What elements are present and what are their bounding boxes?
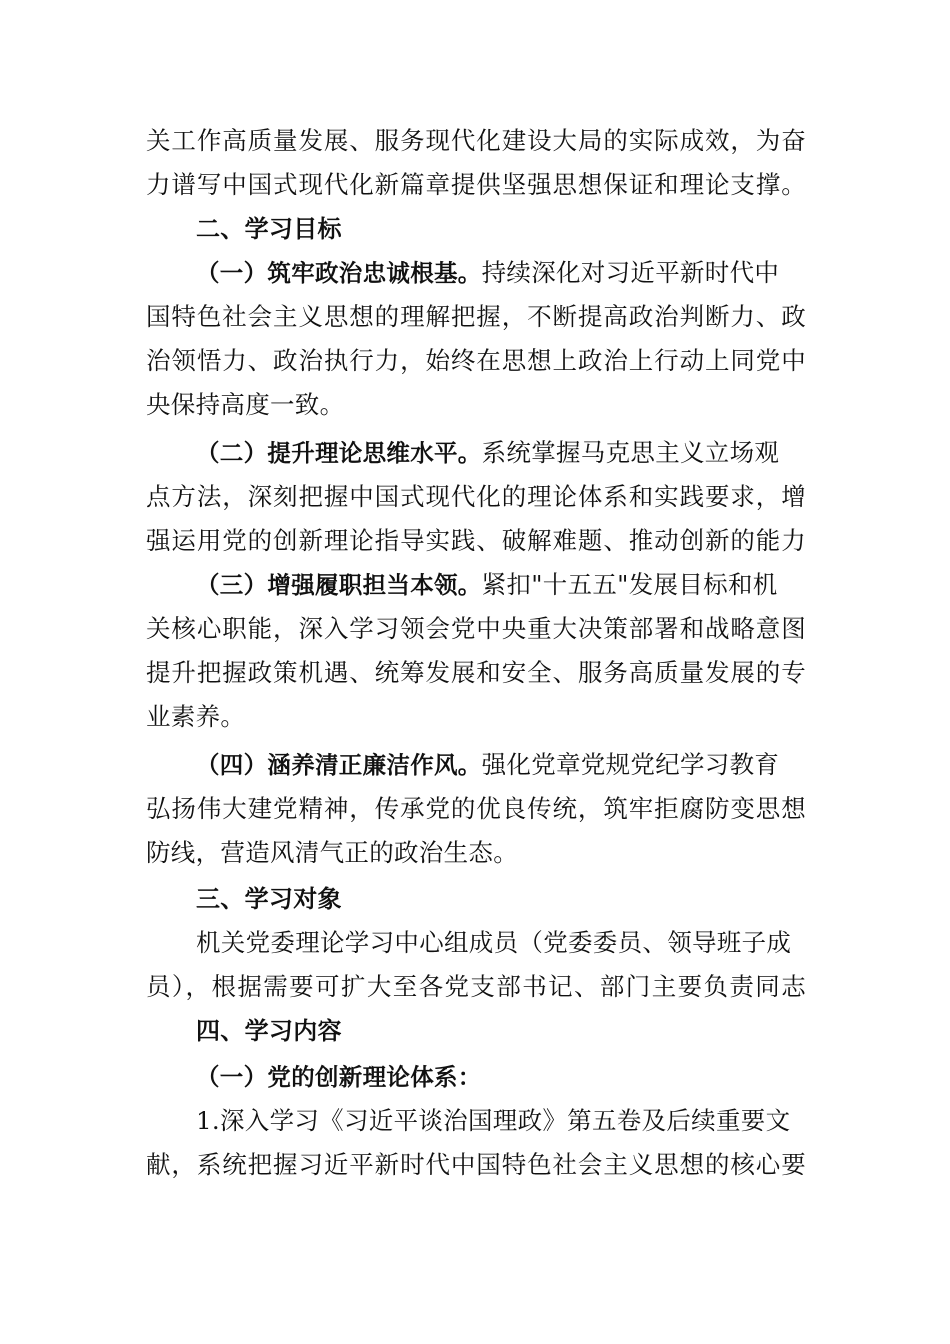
paragraph-lead: （二）提升理论思维水平。 — [196, 439, 482, 467]
paragraph-lead: （一）筑牢政治忠诚根基。 — [196, 259, 482, 287]
paragraph-first-line — [196, 433, 806, 473]
body-line: 防线，营造风清气正的政治生态。 — [146, 838, 518, 867]
paragraph-first-line: 机关党委理论学习中心组成员（党委委员、领导班子成 — [196, 928, 792, 957]
body-line: 治领悟力、政治执行力，始终在思想上政治上行动上同党中 — [146, 346, 806, 375]
paragraph-first-line — [196, 745, 806, 785]
body-line: 业素养。 — [146, 702, 246, 731]
body-line: 关工作高质量发展、服务现代化建设大局的实际成效，为奋 — [146, 126, 806, 155]
paragraph-text: 紧扣"十五五"发展目标和机 — [481, 570, 778, 599]
paragraph-text: 系统掌握马克思主义立场观 — [481, 438, 780, 467]
subsection-heading — [196, 1057, 856, 1097]
paragraph-first-line — [196, 565, 806, 605]
body-line: 国特色社会主义思想的理解把握，不断提高政治判断力、政 — [146, 302, 806, 331]
paragraph-first-line — [196, 253, 806, 293]
section-heading: 三、学习对象 — [196, 885, 342, 913]
body-line: 关核心职能，深入学习领会党中央重大决策部署和战略意图 — [146, 614, 806, 643]
paragraph-text: 强化党章党规党纪学习教育 — [481, 750, 780, 779]
body-line: 弘扬伟大建党精神，传承党的优良传统，筑牢拒腐防变思想 — [146, 794, 806, 823]
paragraph-lead: （三）增强履职担当本领。 — [196, 571, 482, 599]
body-line: 力谱写中国式现代化新篇章提供坚强思想保证和理论支撑。 — [146, 170, 806, 199]
paragraph-text: 持续深化对习近平新时代中 — [481, 258, 780, 287]
body-line: 献，系统把握习近平新时代中国特色社会主义思想的核心要 — [146, 1150, 806, 1179]
subsection-title: （一）党的创新理论体系： — [196, 1063, 482, 1091]
body-line: 央保持高度一致。 — [146, 390, 345, 419]
body-line: 点方法，深刻把握中国式现代化的理论体系和实践要求，增 — [146, 482, 806, 511]
section-heading: 四、学习内容 — [196, 1017, 342, 1045]
paragraph-first-line: 1.深入学习《习近平谈治国理政》第五卷及后续重要文 — [196, 1106, 791, 1135]
body-line: 强运用党的创新理论指导实践、破解难题、推动创新的能力 — [146, 526, 806, 555]
paragraph-lead: （四）涵养清正廉洁作风。 — [196, 751, 482, 779]
body-line: 提升把握政策机遇、统筹发展和安全、服务高质量发展的专 — [146, 658, 806, 687]
body-line: 员），根据需要可扩大至各党支部书记、部门主要负责同志 — [146, 972, 806, 1001]
section-heading: 二、学习目标 — [196, 215, 342, 243]
